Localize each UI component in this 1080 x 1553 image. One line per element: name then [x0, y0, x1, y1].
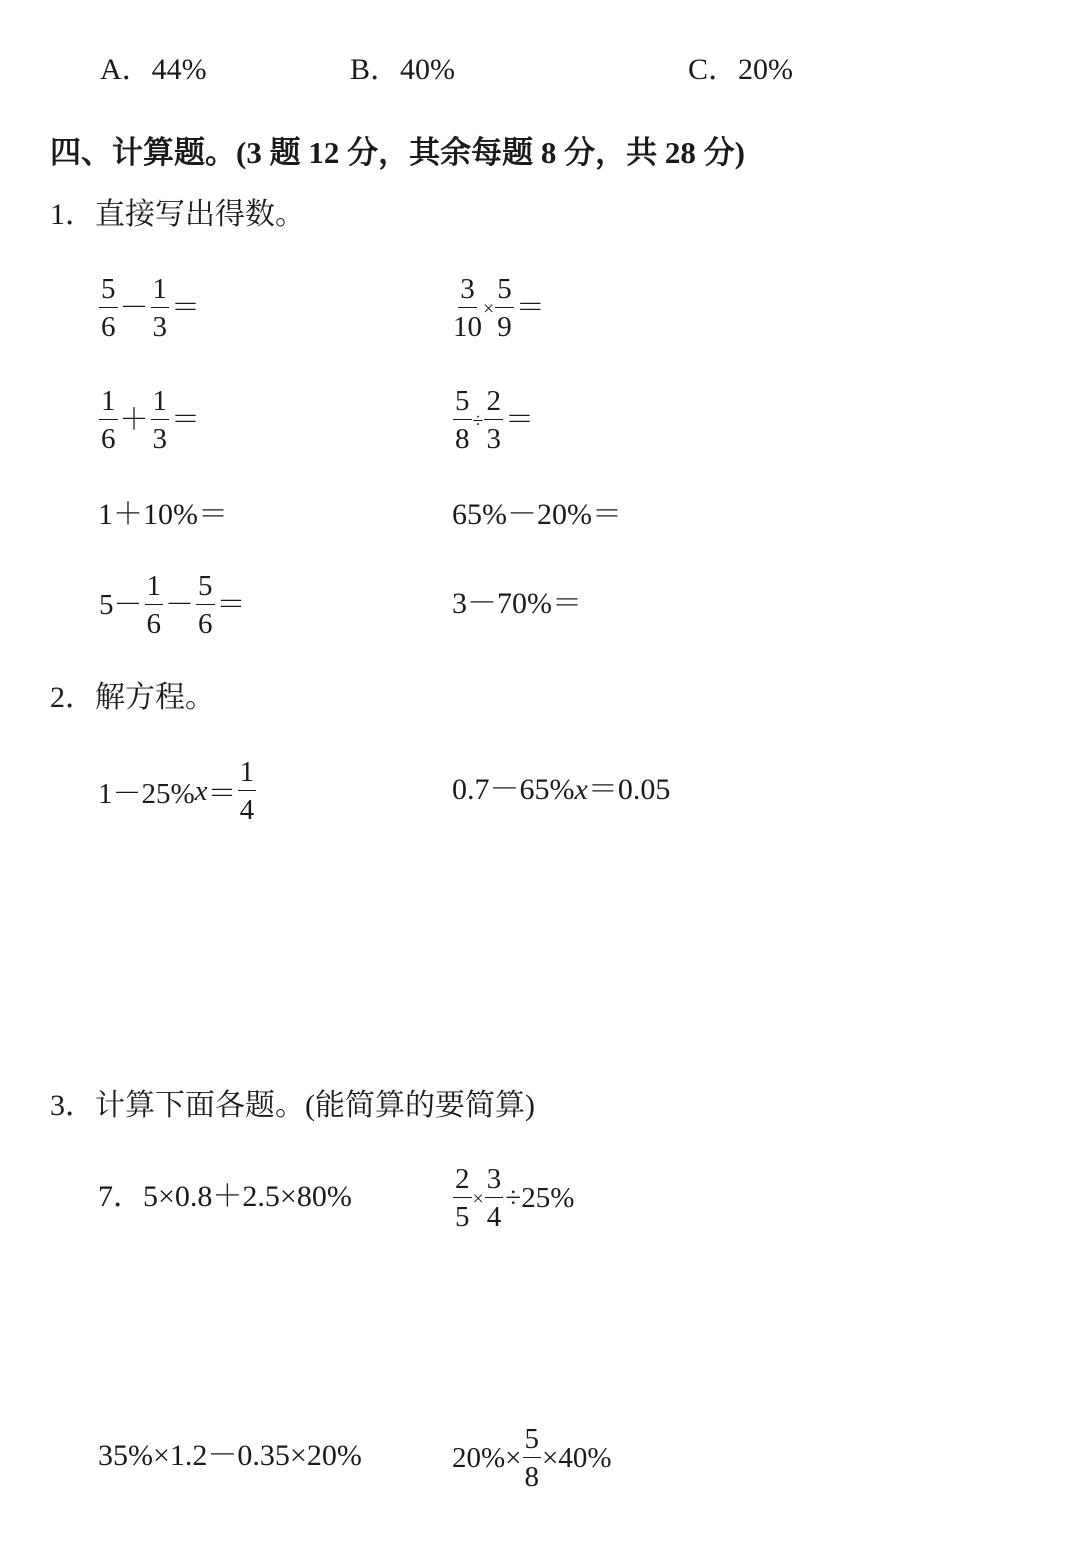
choice-b: B．40% — [350, 53, 456, 86]
question-2-label: 2．解方程。 — [50, 681, 215, 714]
fraction: $\frac{5}{6}$ — [198, 570, 213, 640]
q3-expression-1: 7．5×0.8＋2.5×80% — [98, 1180, 352, 1213]
section-heading — [50, 127, 745, 172]
choice-a: A．44% — [100, 53, 207, 86]
fraction: $\frac{2}{3}$ — [486, 385, 501, 455]
section-note: (3 题 12 分，其余每题 8 分，共 28 分) — [236, 135, 745, 170]
q1-item-6: 65%－20%＝ — [452, 498, 622, 531]
fraction: $\frac{1}{3}$ — [152, 273, 168, 343]
fraction: $\frac{1}{6}$ — [146, 570, 162, 640]
question-1-label: 1．直接写出得数。 — [50, 198, 305, 231]
q1-item-3: $\frac{1}{6}$ ＋ $\frac{1}{3}$ ＝ — [101, 385, 201, 455]
q1-item-4: $\frac{5}{8}$ ÷ $\frac{2}{3}$ ＝ — [455, 385, 534, 455]
q1-item-8: 3－70%＝ — [452, 587, 582, 620]
q3-expression-4: 20%× $\frac{5}{8}$ ×40% — [452, 1423, 612, 1493]
fraction: $\frac{3}{10}$ — [453, 273, 482, 343]
fraction: $\frac{5}{8}$ — [524, 1423, 540, 1493]
q1-item-1: $\frac{5}{6}$ － $\frac{1}{3}$ ＝ — [101, 273, 201, 343]
question-3-label: 3．计算下面各题。(能简算的要简算) — [50, 1089, 535, 1122]
fraction: $\frac{1}{3}$ — [152, 385, 168, 455]
fraction: $\frac{1}{4}$ — [239, 756, 255, 826]
q3-expression-2: $\frac{2}{5}$ × $\frac{3}{4}$ ÷25% — [455, 1163, 575, 1233]
fraction: $\frac{5}{9}$ — [497, 273, 512, 343]
choice-c: C．20% — [688, 53, 794, 86]
equation-2: 0.7－65%x＝0.05 — [452, 773, 671, 806]
fraction: $\frac{3}{4}$ — [486, 1163, 502, 1233]
fraction: $\frac{5}{8}$ — [455, 385, 470, 455]
q3-expression-3: 35%×1.2－0.35×20% — [98, 1439, 362, 1472]
section-title: 四、计算题。 — [50, 135, 236, 170]
fraction: $\frac{2}{5}$ — [455, 1163, 470, 1233]
q1-item-5: 1＋10%＝ — [98, 498, 228, 531]
fraction: $\frac{5}{6}$ — [101, 273, 116, 343]
fraction: $\frac{1}{6}$ — [101, 385, 116, 455]
q1-item-7: 5－ $\frac{1}{6}$ － $\frac{5}{6}$ ＝ — [99, 570, 246, 640]
q1-item-2: $\frac{3}{10}$ × $\frac{5}{9}$ ＝ — [453, 273, 545, 343]
equation-1: 1－25% x ＝ $\frac{1}{4}$ — [98, 756, 255, 826]
